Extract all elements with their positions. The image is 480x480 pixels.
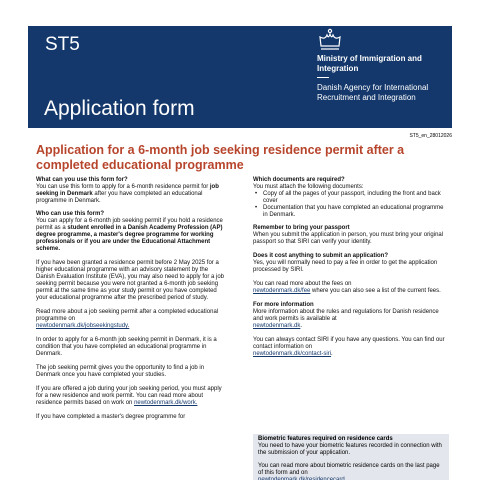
section-heading: For more information <box>253 302 314 308</box>
contact-siri-link[interactable]: newtodenmark.dk/contact-siri <box>253 351 332 357</box>
left-column <box>36 177 224 421</box>
box-heading: Biometric features required on residence cards <box>258 436 393 442</box>
paragraph: More information about the rules and regulations for Danish residence and work permits is available at newtodenmark.dk. <box>253 309 439 329</box>
form-reference: ST5_en_28012026 <box>409 133 452 139</box>
jobseekingstudy-link[interactable]: newtodenmark.dk/jobseekingstudy. <box>36 323 130 329</box>
section-heading: Does it cost anything to submit an application? <box>253 253 389 259</box>
biometric-info-box <box>253 434 449 480</box>
section-heading: Remember to bring your passport <box>253 225 350 231</box>
list-item: • Documentation that you have completed an educational programme in Denmark. <box>253 205 449 219</box>
work-link[interactable]: newtodenmark.dk/work. <box>134 400 198 406</box>
header-banner <box>28 26 452 128</box>
newtodenmark-link[interactable]: newtodenmark.dk <box>253 323 301 329</box>
crown-logo-icon <box>317 28 343 52</box>
right-column <box>253 177 449 358</box>
agency-name: Danish Agency for International Recruitment and Integration <box>317 83 429 102</box>
section-heading: Who can use this form? <box>36 211 105 217</box>
paragraph: In order to apply for a 6-month job seeking permit in Denmark, it is a condition that you have completed an educational programme in Denmark. <box>36 337 217 357</box>
ministry-name: Ministry of Immigration and Integration <box>317 54 422 73</box>
paragraph: You can apply for a 6-month job seeking permit if you hold a residence permit as a student enrolled in a Danish Academy Profession (AP) degree programme, a master's degree programme for working professionals or if you are under the Educational Attachment scheme. <box>36 218 223 252</box>
divider <box>317 77 329 78</box>
form-code: ST5 <box>45 34 80 55</box>
paragraph: You can use this form to apply for a 6-month residence permit for job seeking in Denmark after you have completed an educational programme in Denmark. <box>36 184 219 204</box>
paragraph: If you have completed a master's degree programme for <box>36 414 186 420</box>
paragraph: You can always contact SIRI if you have any questions. You can find our contact information on newtodenmark.dk/contact-siri. <box>253 337 445 357</box>
residencecard-link[interactable]: newtodenmark.dk/residencecard <box>258 477 345 480</box>
paragraph: Read more about a job seeking permit after a completed educational programme on newtodenmark.dk/jobseekingstudy. <box>36 309 219 329</box>
paragraph: When you submit the application in person, you must bring your original passport so that SIRI can verify your identity. <box>253 232 444 245</box>
paragraph: The job seeking permit gives you the opportunity to find a job in Denmark once you have completed your studies. <box>36 365 205 378</box>
list-item: • Copy of all the pages of your passport, including the front and back cover <box>253 191 449 205</box>
paragraph: You need to have your biometric features recorded in connection with the submission of your application. <box>258 443 442 456</box>
paragraph: You must attach the following documents: <box>253 184 364 190</box>
paragraph: You can read more about biometric residence cards on the last page of this form and on newtodenmark.dk/residencecard <box>258 463 444 480</box>
paragraph: Yes, you will normally need to pay a fee in order to get the application processed by SIRI. <box>253 260 438 273</box>
documents-list <box>253 191 449 219</box>
section-heading: What can you use this form for? <box>36 177 128 183</box>
paragraph: You can read more about the fees on newtodenmark.dk/fee where you can also see a list of the current fees. <box>253 281 441 294</box>
page-title: Application for a 6-month job seeking residence permit after a completed educational programme <box>36 143 405 172</box>
application-form-title: Application form <box>44 97 195 120</box>
paragraph: If you are offered a job during your job seeking period, you must apply for a new residence and work permit. You can read more about residence permits based on work on newtodenmark.dk/work. <box>36 386 222 406</box>
section-heading: Which documents are required? <box>253 177 345 183</box>
fee-link[interactable]: newtodenmark.dk/fee <box>253 288 311 294</box>
paragraph: If you have been granted a residence permit before 2 May 2025 for a higher educational programme with an advisory statement by the Danish Evaluation Institute (EVA), you may also need to apply for a job seeking permit because you were not granted a 6-month job seeking permit at the same time as your study permit or you have completed your educational programme after the prescribed period of study. <box>36 260 224 301</box>
